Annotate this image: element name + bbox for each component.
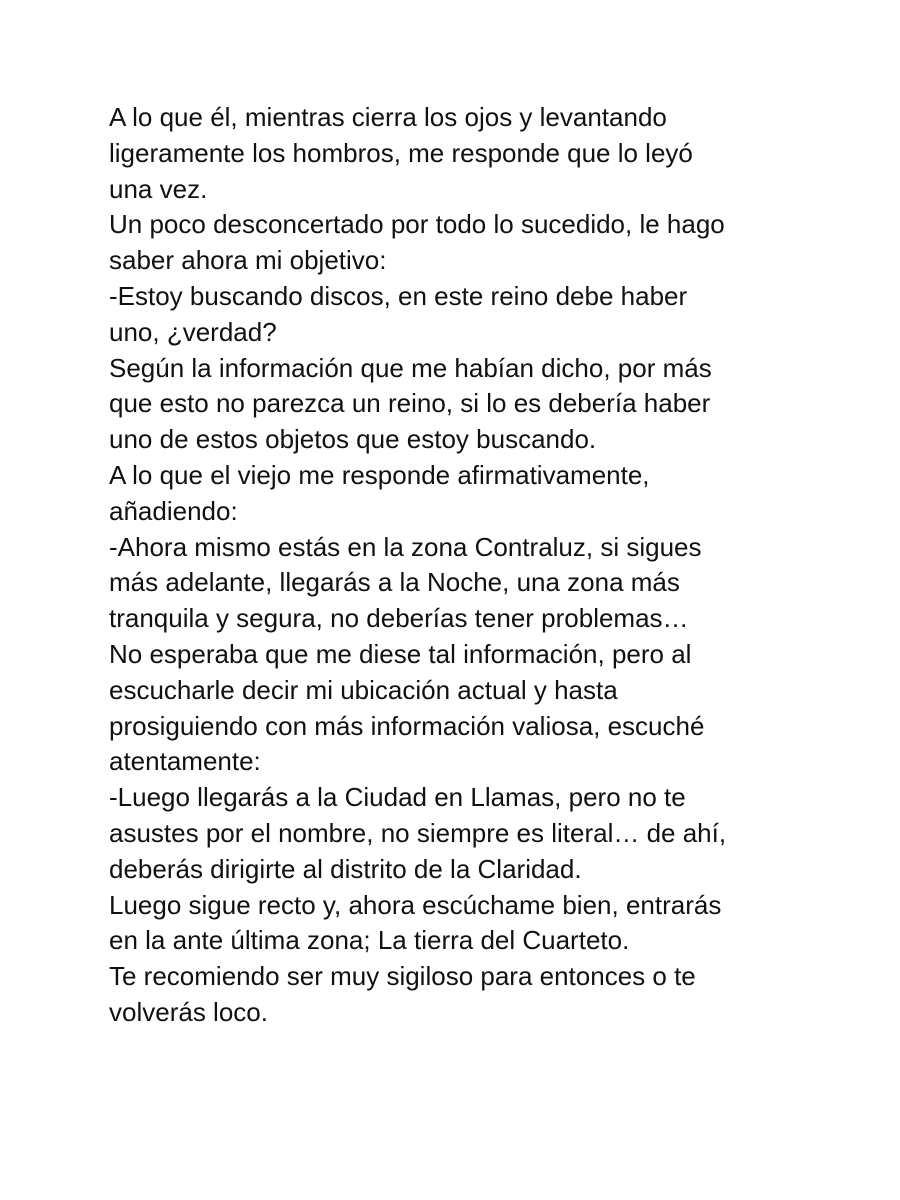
- text-line: tranquila y segura, no deberías tener problemas…: [109, 603, 689, 634]
- text-line: Te recomiendo ser muy sigiloso para entonces o te: [109, 961, 696, 992]
- text-line: añadiendo:: [109, 495, 238, 526]
- text-line: uno, ¿verdad?: [109, 316, 277, 347]
- text-line: Un poco desconcertado por todo lo sucedido, le hago: [109, 209, 725, 240]
- text-line: escucharle decir mi ubicación actual y hasta: [109, 674, 618, 705]
- text-line: deberás dirigirte al distrito de la Claridad.: [109, 853, 582, 884]
- text-line: A lo que él, mientras cierra los ojos y levantando: [109, 102, 667, 132]
- text-line: asustes por el nombre, no siempre es literal… de ahí,: [109, 817, 727, 848]
- text-line: una vez.: [109, 173, 208, 204]
- text-line: Según la información que me habían dicho, por más: [109, 352, 712, 383]
- text-line: -Luego llegarás a la Ciudad en Llamas, pero no te: [109, 782, 686, 813]
- body-text: [109, 100, 829, 1031]
- text-line: volverás loco.: [109, 996, 268, 1027]
- text-line: que esto no parezca un reino, si lo es debería haber: [109, 388, 711, 419]
- text-line: saber ahora mi objetivo:: [109, 245, 387, 276]
- text-line: -Ahora mismo estás en la zona Contraluz, si sigues: [109, 531, 702, 562]
- text-line: en la ante última zona; La tierra del Cuarteto.: [109, 925, 630, 956]
- text-line: ligeramente los hombros, me responde que lo leyó: [109, 137, 693, 168]
- text-line: A lo que el viejo me responde afirmativamente,: [109, 459, 650, 490]
- text-line: uno de estos objetos que estoy buscando.: [109, 424, 597, 455]
- text-line: -Estoy buscando discos, en este reino debe haber: [109, 280, 688, 311]
- text-line: más adelante, llegarás a la Noche, una zona más: [109, 567, 680, 598]
- text-line: Luego sigue recto y, ahora escúchame bien, entrarás: [109, 889, 722, 920]
- text-line: atentamente:: [109, 746, 261, 777]
- text-line: No esperaba que me diese tal información, pero al: [109, 638, 692, 669]
- text-line: prosiguiendo con más información valiosa, escuché: [109, 710, 705, 741]
